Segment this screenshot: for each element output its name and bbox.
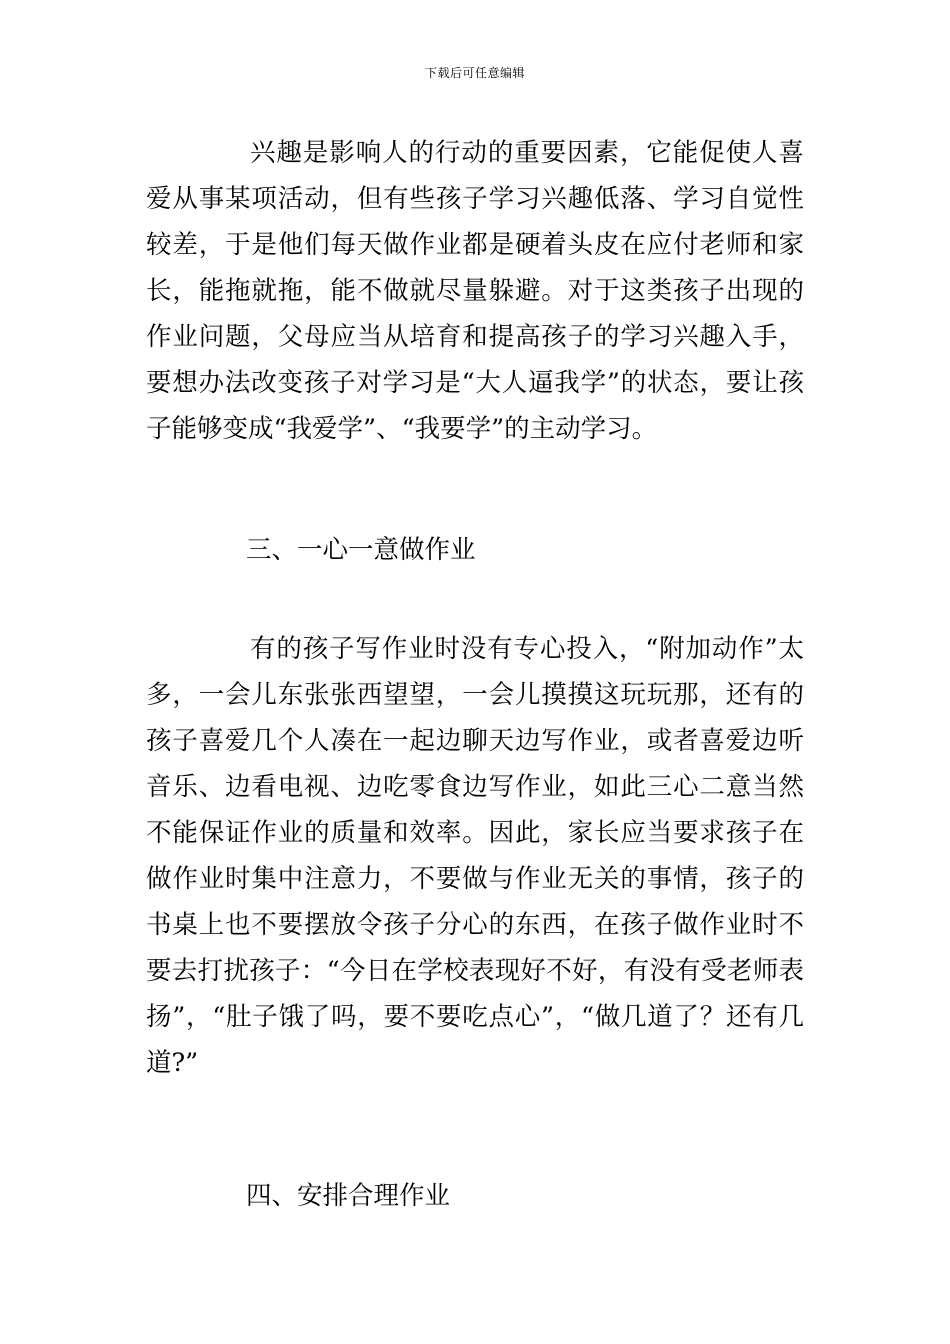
paragraph-focus (146, 626, 804, 1086)
section-heading-3: 三、一心一意做作业 (246, 535, 476, 565)
paragraph-focus-text: 有的孩子写作业时没有专心投入，“附加动作”太多，一会儿东张张西望望，一会儿摸摸这玩玩那，还有的孩子喜爱几个人凑在一起边聊天边写作业，或者喜爱边听音乐、边看电视、边吃零食边写作业，如此三心二意当然不能保证作业的质量和效率。因此，家长应当要求孩子在做作业时集中注意力，不要做与作业无关的事情，孩子的书桌上也不要摆放令孩子分心的东西，在孩子做作业时不要去打扰孩子：“今日在学校表现好不好，有没有受老师表扬”，“肚子饿了吗，要不要吃点心”，“做几道了？还有几道?” (146, 634, 804, 1078)
paragraph-interest (146, 130, 804, 452)
page-header: 下载后可任意编辑 (424, 66, 525, 80)
paragraph-interest-text: 兴趣是影响人的行动的重要因素，它能促使人喜爱从事某项活动，但有些孩子学习兴趣低落、学习自觉性较差，于是他们每天做作业都是硬着头皮在应付老师和家长，能拖就拖，能不做就尽量躲避。对于这类孩子出现的作业问题，父母应当从培育和提高孩子的学习兴趣入手，要想办法改变孩子对学习是“大人逼我学”的状态，要让孩子能够变成“我爱学”、“我要学”的主动学习。 (146, 138, 804, 444)
section-heading-4: 四、安排合理作业 (246, 1181, 451, 1211)
